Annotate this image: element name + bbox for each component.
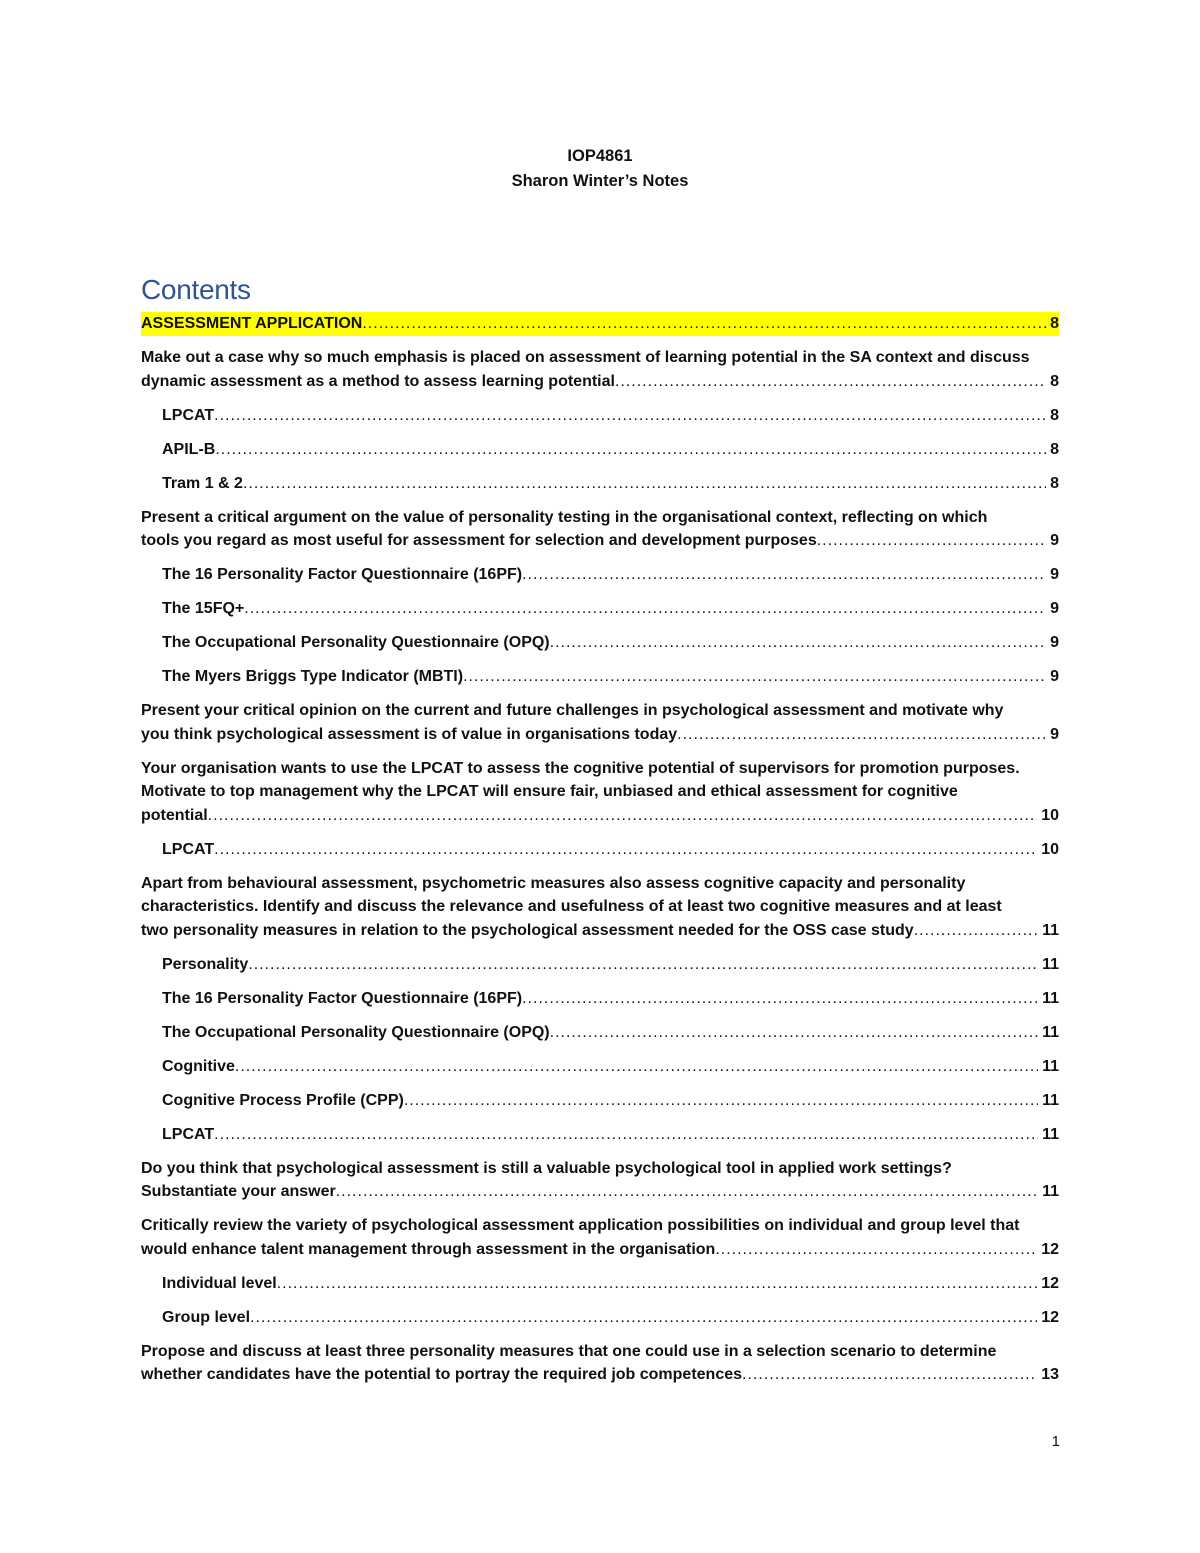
toc-entry-title: would enhance talent management through assessment in the organisation bbox=[141, 1240, 716, 1258]
toc-entry-line bbox=[162, 987, 1059, 1011]
toc-page-number: 13 bbox=[1041, 1366, 1059, 1383]
toc-entry-line bbox=[162, 1055, 1059, 1079]
toc-page-number: 11 bbox=[1042, 1023, 1059, 1041]
toc-entry-title: LPCAT bbox=[162, 1125, 215, 1143]
toc-entry-title: Individual level bbox=[162, 1274, 277, 1292]
toc-entry-line bbox=[162, 665, 1059, 689]
toc-entry-line bbox=[162, 404, 1059, 428]
toc-page-number: 9 bbox=[1050, 566, 1059, 583]
toc-dot-leader bbox=[214, 838, 1037, 862]
toc-entry[interactable] bbox=[162, 597, 1059, 621]
toc-dot-leader bbox=[550, 1021, 1038, 1045]
toc-dot-leader bbox=[522, 987, 1038, 1011]
toc-entry-line bbox=[162, 597, 1059, 621]
toc-page-number: 8 bbox=[1050, 440, 1059, 458]
toc-entry-line bbox=[141, 723, 1059, 747]
toc-dot-leader bbox=[817, 529, 1046, 553]
toc-entry-line bbox=[162, 838, 1059, 862]
toc-dot-leader bbox=[214, 1123, 1038, 1147]
toc-entry-title: LPCAT bbox=[162, 406, 215, 424]
toc-dot-leader bbox=[677, 723, 1046, 747]
toc-page-number: 9 bbox=[1050, 532, 1059, 549]
toc-entry-title: ASSESSMENT APPLICATION bbox=[141, 312, 362, 336]
toc-entry-text-lead: Apart from behavioural assessment, psychometric measures also assess cognitive capacity and personality characteristics. Identify and discuss the relevance and usefulness of at least two cognitive measures and at least bbox=[141, 874, 1002, 915]
toc-dot-leader bbox=[463, 665, 1046, 689]
toc-dot-leader bbox=[914, 919, 1038, 943]
toc-dot-leader bbox=[336, 1180, 1038, 1204]
toc-page-number: 9 bbox=[1050, 634, 1059, 651]
toc-entry[interactable] bbox=[162, 987, 1059, 1011]
toc-dot-leader bbox=[277, 1272, 1038, 1296]
toc-dot-leader bbox=[404, 1089, 1038, 1113]
toc-entry[interactable] bbox=[141, 699, 1059, 746]
document-header bbox=[0, 144, 1200, 194]
toc-entry-line bbox=[162, 438, 1059, 462]
toc-dot-leader bbox=[208, 804, 1038, 828]
course-code: IOP4861 bbox=[567, 147, 633, 165]
toc-entry[interactable] bbox=[162, 1306, 1059, 1330]
toc-entry-title: tools you regard as most useful for assessment for selection and development purposes bbox=[141, 532, 817, 549]
toc-entry-title: LPCAT bbox=[162, 840, 215, 858]
toc-entry[interactable] bbox=[162, 1272, 1059, 1296]
toc-entry-title: Substantiate your answer bbox=[141, 1183, 336, 1200]
table-of-contents bbox=[141, 312, 1059, 1397]
toc-entry-title: dynamic assessment as a method to assess learning potential bbox=[141, 372, 615, 390]
toc-dot-leader bbox=[715, 1238, 1037, 1262]
toc-entry-title: Tram 1 & 2 bbox=[162, 474, 243, 492]
toc-entry-line bbox=[162, 472, 1059, 496]
toc-dot-leader bbox=[550, 631, 1046, 655]
toc-page-number: 12 bbox=[1041, 1308, 1059, 1326]
toc-entry-title: The Myers Briggs Type Indicator (MBTI) bbox=[162, 668, 464, 685]
toc-page-number: 11 bbox=[1042, 921, 1059, 939]
toc-entry[interactable] bbox=[162, 665, 1059, 689]
toc-entry[interactable] bbox=[162, 1123, 1059, 1147]
toc-entry-line bbox=[141, 312, 1059, 336]
toc-entry-title: two personality measures in relation to the psychological assessment needed for the OSS case study bbox=[141, 921, 914, 939]
toc-entry[interactable] bbox=[162, 1089, 1059, 1113]
toc-entry[interactable] bbox=[162, 953, 1059, 977]
toc-entry-line bbox=[141, 1238, 1059, 1262]
toc-entry[interactable] bbox=[141, 312, 1059, 336]
toc-page-number: 9 bbox=[1050, 668, 1059, 685]
toc-entry-text-lead: Make out a case why so much emphasis is placed on assessment of learning potential in the SA context and discuss bbox=[141, 349, 1030, 366]
toc-dot-leader bbox=[215, 438, 1046, 462]
toc-entry-title: The 15FQ+ bbox=[162, 600, 245, 617]
toc-entry-line bbox=[162, 1021, 1059, 1045]
toc-entry-text-lead: Present your critical opinion on the current and future challenges in psychological assessment and motivate why bbox=[141, 702, 1004, 719]
toc-entry-title: you think psychological assessment is of value in organisations today bbox=[141, 725, 678, 743]
toc-page-number: 11 bbox=[1042, 955, 1059, 973]
toc-page-number: 10 bbox=[1041, 840, 1059, 858]
toc-entry-title: The 16 Personality Factor Questionnaire (16PF) bbox=[162, 989, 523, 1007]
toc-page-number: 12 bbox=[1041, 1240, 1059, 1258]
toc-page-number: 8 bbox=[1050, 474, 1059, 492]
toc-page-number: 8 bbox=[1050, 372, 1059, 390]
toc-entry-line bbox=[162, 1306, 1059, 1330]
toc-page-number: 11 bbox=[1042, 1125, 1059, 1143]
toc-entry[interactable] bbox=[141, 506, 1059, 553]
toc-page-number: 11 bbox=[1042, 989, 1059, 1007]
contents-heading: Contents bbox=[141, 274, 251, 305]
toc-dot-leader bbox=[362, 312, 1046, 336]
toc-entry[interactable] bbox=[141, 757, 1059, 828]
toc-entry-line bbox=[162, 563, 1059, 587]
toc-entry-line bbox=[162, 953, 1059, 977]
toc-entry[interactable] bbox=[141, 872, 1059, 943]
page-number: 1 bbox=[1051, 1433, 1060, 1450]
toc-dot-leader bbox=[742, 1363, 1037, 1387]
toc-entry-title: Cognitive bbox=[162, 1057, 235, 1075]
toc-entry-title: Group level bbox=[162, 1308, 251, 1326]
document-subtitle: Sharon Winter’s Notes bbox=[511, 172, 689, 190]
toc-entry-text-lead: Your organisation wants to use the LPCAT to assess the cognitive potential of supervisors for promotion purposes. Motivate to top management why the LPCAT will ensure fair, unbiased and ethical assessment for cognitive bbox=[141, 759, 1020, 800]
toc-entry-line bbox=[141, 370, 1059, 394]
toc-page-number: 11 bbox=[1042, 1183, 1059, 1200]
toc-dot-leader bbox=[214, 404, 1046, 428]
toc-page-number: 9 bbox=[1050, 725, 1059, 743]
toc-entry-line bbox=[141, 1180, 1059, 1204]
toc-page-number: 8 bbox=[1046, 312, 1059, 336]
toc-page-number: 10 bbox=[1041, 806, 1059, 824]
toc-dot-leader bbox=[522, 563, 1046, 587]
toc-entry[interactable] bbox=[162, 404, 1059, 428]
toc-entry[interactable] bbox=[162, 1055, 1059, 1079]
toc-page-number: 11 bbox=[1042, 1091, 1059, 1109]
toc-entry-title: The Occupational Personality Questionnaire (OPQ) bbox=[162, 1023, 550, 1041]
toc-entry-line bbox=[162, 631, 1059, 655]
toc-page-number: 8 bbox=[1050, 406, 1059, 424]
toc-entry-text-lead: Propose and discuss at least three personality measures that one could use in a selection scenario to determine bbox=[141, 1342, 997, 1360]
toc-dot-leader bbox=[615, 370, 1046, 394]
toc-entry[interactable] bbox=[162, 472, 1059, 496]
toc-entry-text-lead: Critically review the variety of psychological assessment application possibilities on individual and group level that bbox=[141, 1217, 1020, 1234]
toc-page-number: 11 bbox=[1042, 1057, 1059, 1075]
toc-entry-title: Cognitive Process Profile (CPP) bbox=[162, 1091, 404, 1109]
toc-entry[interactable] bbox=[141, 1157, 1059, 1204]
toc-entry[interactable] bbox=[162, 438, 1059, 462]
toc-dot-leader bbox=[250, 1306, 1037, 1330]
toc-page-number: 9 bbox=[1050, 600, 1059, 617]
toc-entry-line bbox=[141, 1363, 1059, 1387]
toc-entry-title: Personality bbox=[162, 955, 249, 973]
toc-entry-title: whether candidates have the potential to portray the required job competences bbox=[141, 1366, 743, 1383]
toc-entry-line bbox=[162, 1089, 1059, 1113]
toc-entry-text-lead: Present a critical argument on the value of personality testing in the organisational context, reflecting on which bbox=[141, 508, 988, 526]
toc-dot-leader bbox=[244, 597, 1046, 621]
toc-entry[interactable] bbox=[162, 838, 1059, 862]
toc-entry[interactable] bbox=[141, 346, 1059, 393]
toc-entry-line bbox=[141, 919, 1059, 943]
toc-entry-title: The Occupational Personality Questionnaire (OPQ) bbox=[162, 634, 550, 651]
toc-entry[interactable] bbox=[162, 1021, 1059, 1045]
toc-entry-text-lead: Do you think that psychological assessment is still a valuable psychological tool in applied work settings? bbox=[141, 1159, 952, 1177]
toc-entry-title: The 16 Personality Factor Questionnaire (16PF) bbox=[162, 566, 523, 583]
toc-entry[interactable] bbox=[162, 563, 1059, 587]
toc-dot-leader bbox=[243, 472, 1046, 496]
toc-entry[interactable] bbox=[162, 631, 1059, 655]
toc-entry[interactable] bbox=[141, 1340, 1059, 1387]
toc-dot-leader bbox=[248, 953, 1038, 977]
toc-entry-line bbox=[162, 1123, 1059, 1147]
toc-entry-title: APIL-B bbox=[162, 440, 216, 458]
toc-entry[interactable] bbox=[141, 1214, 1059, 1261]
toc-entry-line bbox=[162, 1272, 1059, 1296]
toc-entry-line bbox=[141, 804, 1059, 828]
toc-page-number: 12 bbox=[1041, 1274, 1059, 1292]
toc-entry-title: potential bbox=[141, 806, 208, 824]
toc-dot-leader bbox=[235, 1055, 1038, 1079]
toc-entry-line bbox=[141, 529, 1059, 553]
